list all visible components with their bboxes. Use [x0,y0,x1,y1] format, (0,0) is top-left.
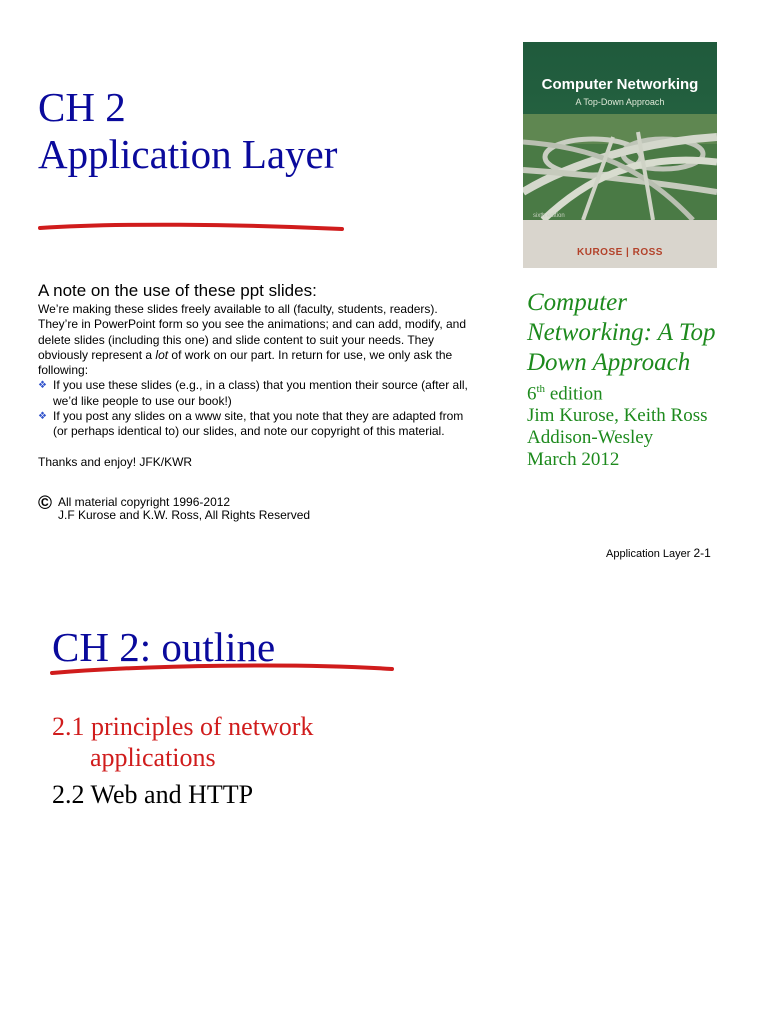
title-underline [48,659,398,679]
book-edition: 6th edition [527,383,603,405]
slide-title-line: Application Layer [38,131,338,177]
footer-label: Application Layer [606,548,691,560]
diamond-bullet-icon: ❖ [38,411,47,423]
slide-footer [606,546,711,560]
book-cover-title: Computer Networking [541,76,699,93]
diamond-bullet-icon: ❖ [38,380,47,392]
book-cover-image [523,42,717,268]
book-title-line: Networking: A Top [527,319,716,346]
book-cover-band [523,220,717,268]
note-bullet-list [38,378,478,439]
slide-2 [0,585,768,1024]
book-cover-authors: KUROSE | ROSS [577,247,663,258]
copyright-line: J.F Kurose and K.W. Ross, All Rights Reserved [58,508,311,522]
list-item-text: If you use these slides (e.g., in a class) that you mention their source (after all, we’d like people to use our book!) [53,378,468,408]
slide-title [38,84,337,178]
list-item [38,378,478,409]
book-info [527,288,762,471]
page-number: 2-1 [693,546,711,560]
outline-item-text: 2.1 principles of network [52,712,314,741]
note-body [38,302,478,470]
copyright-line: All material copyright 1996-2012 [58,495,231,509]
book-cover-edition: sixth edition [533,213,565,219]
copyright-notice [38,493,311,522]
outline-list [52,711,652,810]
book-cover-subtitle: A Top-Down Approach [575,97,665,107]
outline-item-active [52,711,652,773]
copyright-icon: © [38,493,52,514]
thanks-text: Thanks and enjoy! JFK/KWR [38,454,193,469]
outline-item [52,779,652,810]
book-authors: Jim Kurose, Keith Ross [527,405,708,427]
outline-item-text: 2.2 Web and HTTP [52,780,254,809]
slide-title-line: CH 2 [38,84,126,130]
list-item-text: If you post any slides on a www site, that you note that they are adapted from (or perhaps identical to) our slides, and note our copyright of this material. [53,409,464,439]
book-title-line: Down Approach [527,349,691,376]
note-heading: A note on the use of these ppt slides: [38,281,317,300]
book-title-line: Computer [527,289,627,316]
note-intro: We’re making these slides freely available to all (faculty, students, readers). They’re in PowerPoint form so you see the animations; and can add, modify, and delete slides (including this one) and slide content to suit your needs. They obviously represent a lot of work on our part. In return for use, we only ask the following: [38,302,467,378]
book-publisher: Addison-Wesley [527,427,654,449]
outline-item-text: applications [90,743,216,772]
book-date: March 2012 [527,449,620,471]
slide-title: CH 2: outline [52,624,276,670]
list-item [38,409,478,440]
title-underline [36,220,346,236]
